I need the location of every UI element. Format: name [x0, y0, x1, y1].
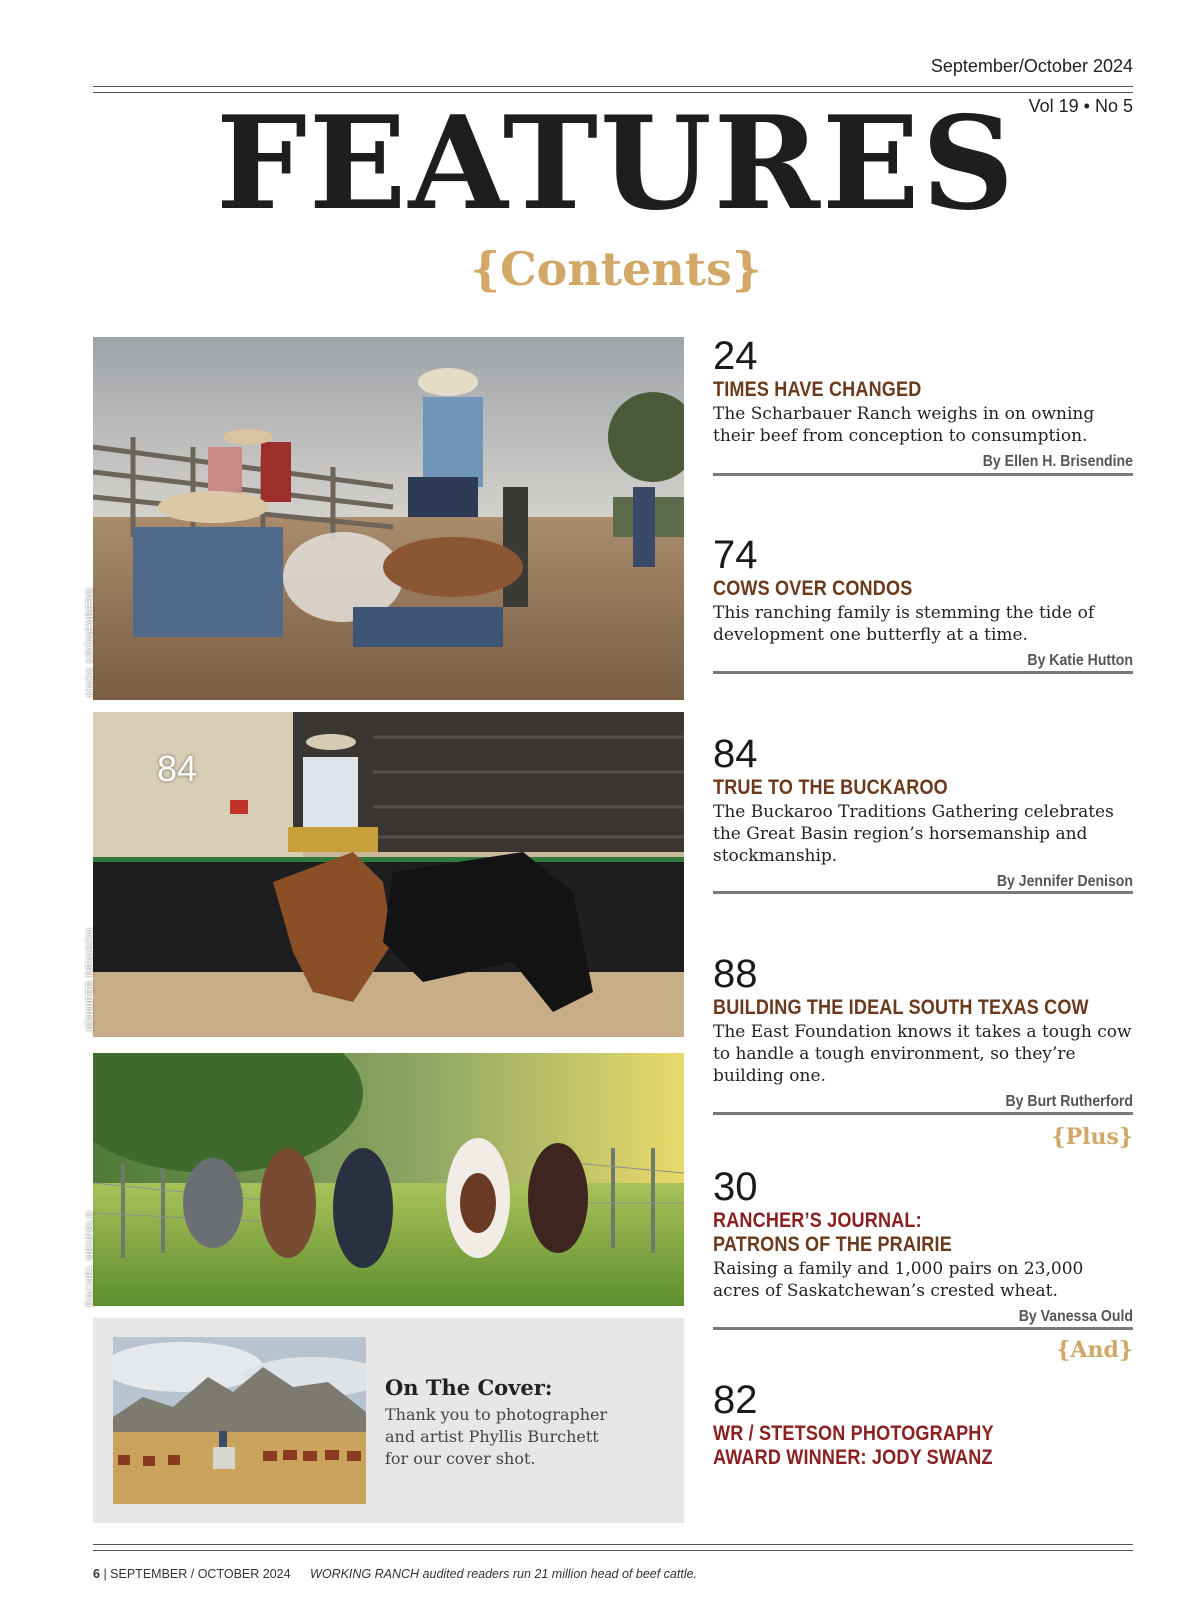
feature-description: This ranching family is stemming the tide of development one butterfly at a time.: [713, 603, 1095, 645]
photo-credit-1: KNOX KRONENBERG: [85, 587, 96, 697]
feature-description: The Buckaroo Traditions Gathering celebrates the Great Basin region’s horsemanship and stockmanship.: [713, 802, 1114, 866]
cover-heading: On The Cover:: [385, 1375, 553, 1400]
feature-item[interactable]: [713, 952, 1133, 1111]
footer: [93, 1567, 697, 1581]
feature-item[interactable]: [713, 334, 1133, 471]
feature-divider: [713, 1112, 1133, 1115]
feature-divider: [713, 671, 1133, 674]
feature-title: BUILDING THE IDEAL SOUTH TEXAS COW: [713, 996, 1089, 1019]
feature-byline: By Vanessa Ould: [1018, 1308, 1133, 1325]
feature-page-number: 88: [713, 952, 758, 996]
page-title: FEATURES: [216, 89, 1016, 239]
photo-prairie-horses: [93, 1053, 684, 1306]
feature-title: COWS OVER CONDOS: [713, 577, 913, 600]
cover-thumbnail: [113, 1337, 366, 1504]
feature-page-number: 74: [713, 533, 758, 577]
plus-label: {Plus}: [1051, 1124, 1133, 1150]
feature-page-number: 84: [713, 732, 758, 776]
footer-separator: |: [103, 1567, 111, 1581]
feature-page-number: 30: [713, 1165, 758, 1209]
cover-text: Thank you to photographer and artist Phyllis Burchett for our cover shot.: [385, 1405, 608, 1468]
feature-item[interactable]: [713, 533, 1133, 670]
page-subtitle: {Contents}: [470, 242, 762, 296]
feature-page-number: 82: [713, 1378, 758, 1422]
feature-divider: [713, 1327, 1133, 1330]
feature-byline: By Ellen H. Brisendine: [982, 453, 1133, 470]
feature-title: TIMES HAVE CHANGED: [713, 378, 922, 401]
footer-issue: SEPTEMBER / OCTOBER 2024: [110, 1567, 291, 1581]
and-feature-item[interactable]: [713, 1378, 1133, 1470]
feature-byline: By Katie Hutton: [1027, 652, 1133, 669]
photo-credit-3: RACHEL NEUFELD: [85, 1210, 96, 1307]
plus-feature-item[interactable]: [713, 1165, 1133, 1326]
footer-tagline: WORKING RANCH audited readers run 21 million head of beef cattle.: [310, 1567, 698, 1581]
feature-byline: By Burt Rutherford: [1005, 1093, 1133, 1110]
feature-divider: [713, 473, 1133, 476]
feature-title-line1: WR / STETSON PHOTOGRAPHY: [713, 1422, 994, 1445]
feature-title-line2: PATRONS OF THE PRAIRIE: [713, 1233, 952, 1256]
footer-page-number: 6: [93, 1567, 100, 1581]
photo-branding: [93, 337, 684, 700]
and-label: {And}: [1056, 1337, 1133, 1363]
issue-date: September/October 2024: [930, 56, 1133, 76]
feature-title-line2: AWARD WINNER: JODY SWANZ: [713, 1446, 993, 1469]
volume-number: Vol 19 • No 5: [1028, 96, 1133, 116]
feature-title-line1: RANCHER’S JOURNAL:: [713, 1209, 922, 1232]
feature-description: Raising a family and 1,000 pairs on 23,000 acres of Saskatchewan’s crested wheat.: [713, 1259, 1084, 1301]
feature-byline: By Jennifer Denison: [996, 873, 1133, 890]
feature-divider: [713, 891, 1133, 894]
footer-rule: [93, 1544, 1133, 1551]
feature-title: TRUE TO THE BUCKAROO: [713, 776, 948, 799]
feature-page-number: 24: [713, 334, 758, 378]
feature-description: The East Foundation knows it takes a tough cow to handle a tough environment, so they’re building one.: [713, 1022, 1132, 1086]
feature-item[interactable]: [713, 732, 1133, 891]
feature-description: The Scharbauer Ranch weighs in on owning their beef from conception to consumption.: [713, 404, 1095, 446]
photo-page-number: 84: [157, 748, 198, 789]
photo-credit-2: JENNIFER DENISON: [85, 927, 96, 1033]
